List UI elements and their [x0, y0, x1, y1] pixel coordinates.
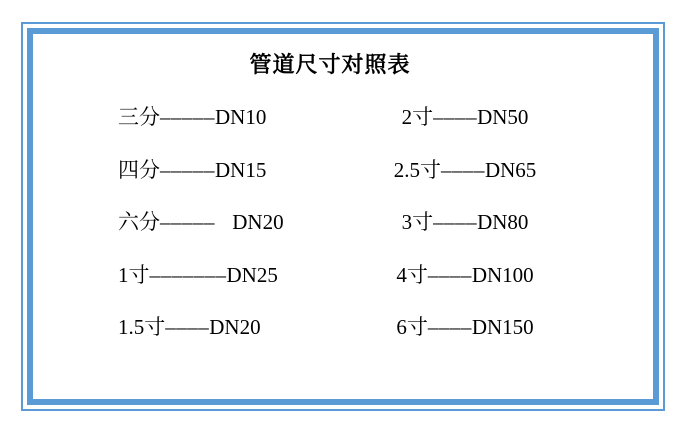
dn-value: DN20: [232, 210, 284, 234]
pipe-size-entry: [402, 209, 529, 235]
size-label: 1.5寸: [118, 315, 166, 339]
size-label: 六分: [118, 210, 160, 234]
dash-connector: –––––: [160, 158, 215, 182]
table-row: [0, 157, 690, 183]
pipe-size-entry: [394, 157, 537, 183]
dash-connector: ––––: [440, 158, 485, 182]
pipe-size-entry: [118, 157, 266, 183]
dn-value: DN150: [471, 315, 534, 339]
size-label: 6寸: [396, 315, 428, 339]
dn-value: DN65: [484, 158, 537, 182]
size-label: 三分: [118, 105, 160, 129]
pipe-size-entry: [118, 209, 284, 235]
size-label: 1寸: [118, 263, 150, 287]
size-label: 2寸: [401, 105, 434, 129]
pipe-size-entry: [118, 104, 266, 130]
dn-value: DN15: [215, 158, 267, 182]
size-label: 3寸: [401, 210, 434, 234]
dash-connector: ––––: [165, 315, 210, 339]
dn-value: DN50: [477, 105, 529, 129]
table-row: [0, 104, 690, 130]
dn-value: DN25: [226, 263, 278, 287]
size-label: 4寸: [396, 263, 428, 287]
table-row: [0, 209, 690, 235]
dash-connector: –––––: [160, 105, 215, 129]
dn-value: DN20: [209, 315, 261, 339]
dash-connector: –––––: [160, 210, 233, 234]
pipe-size-entry: [402, 104, 529, 130]
size-label: 四分: [118, 158, 160, 182]
pipe-size-entry: [118, 314, 261, 340]
dn-value: DN100: [471, 263, 534, 287]
page-title: 管道尺寸对照表: [249, 52, 411, 77]
pipe-size-entry: [396, 262, 533, 288]
pipe-size-entry: [396, 314, 533, 340]
dash-connector: ––––: [433, 210, 478, 234]
dash-connector: –––––––: [149, 263, 227, 287]
size-label: 2.5寸: [393, 158, 441, 182]
table-row: [0, 262, 690, 288]
dn-value: DN10: [215, 105, 267, 129]
table-row: [0, 314, 690, 340]
dash-connector: ––––: [427, 263, 472, 287]
dash-connector: ––––: [427, 315, 472, 339]
pipe-size-entry: [118, 262, 278, 288]
dn-value: DN80: [477, 210, 529, 234]
dash-connector: ––––: [433, 105, 478, 129]
